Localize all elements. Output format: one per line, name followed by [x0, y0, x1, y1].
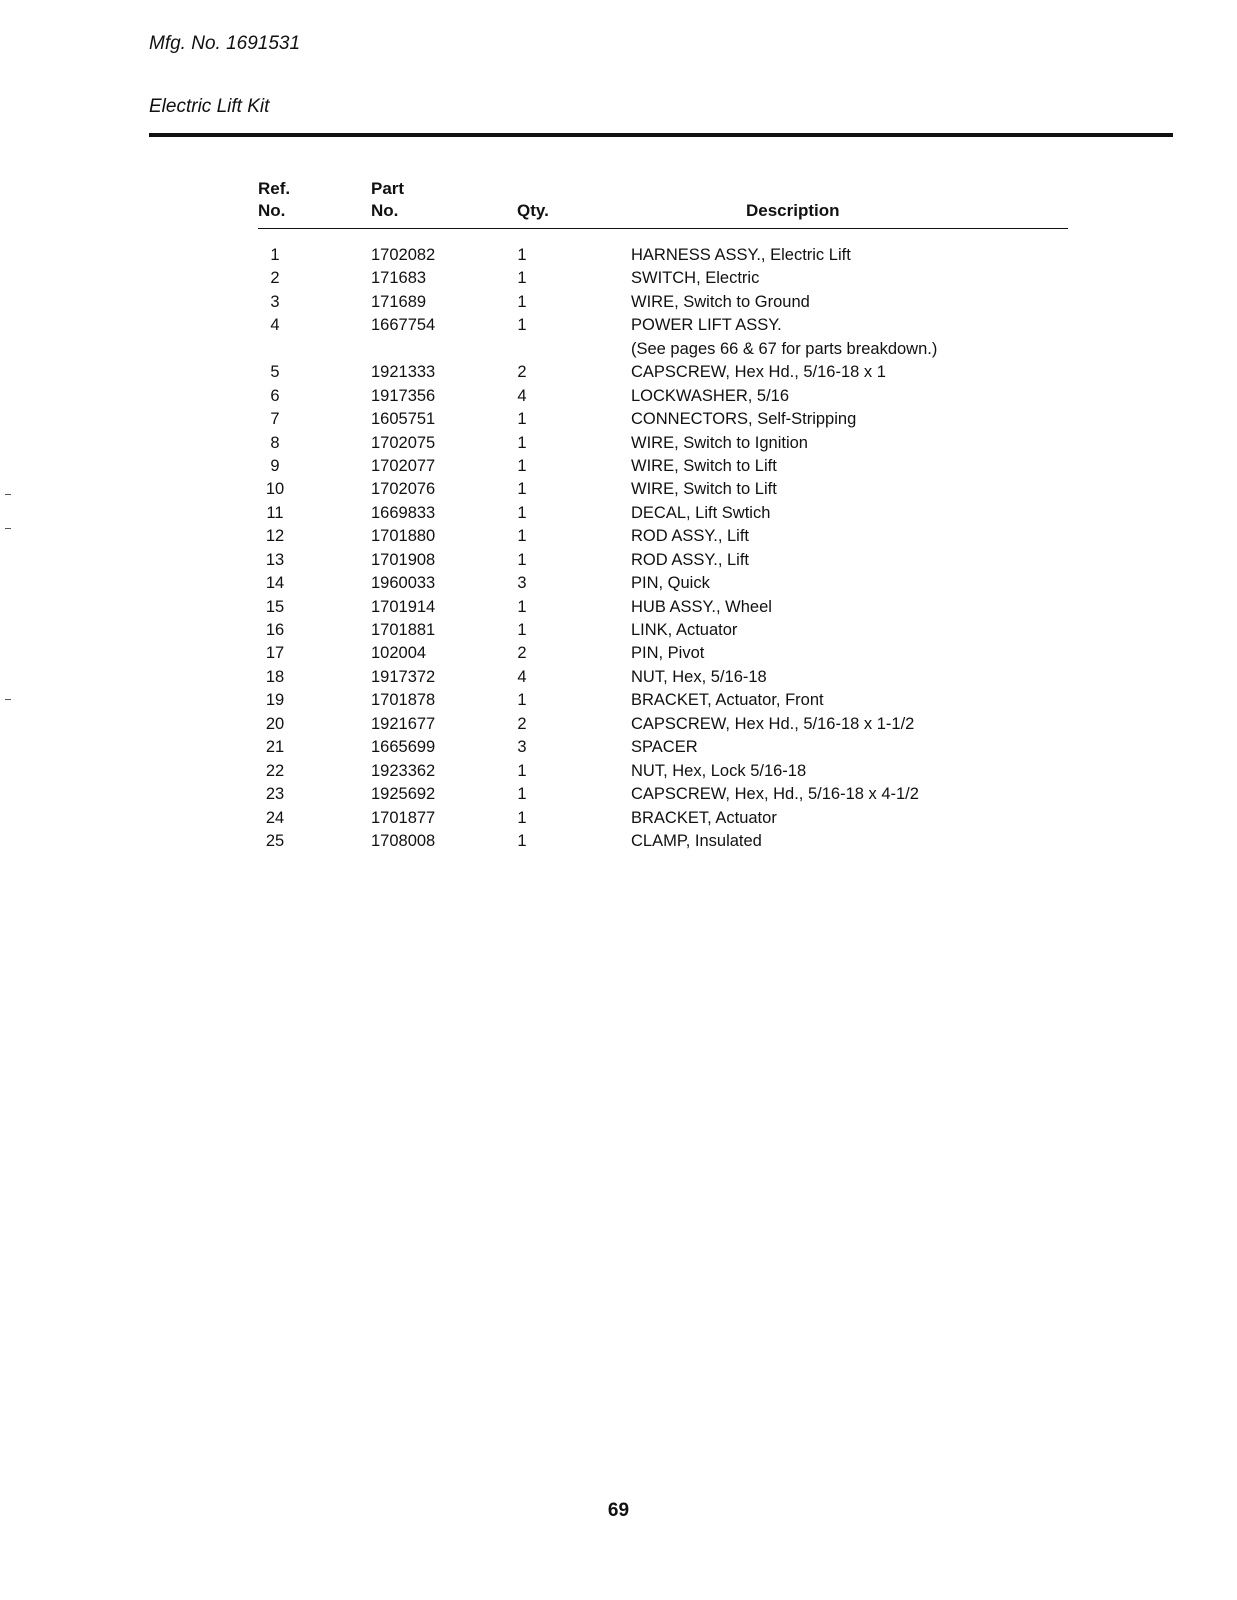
cell-ref-no: 6: [270, 386, 280, 405]
cell-qty: 1: [517, 808, 527, 827]
col-header-description: Description: [746, 201, 840, 220]
cell-description: LOCKWASHER, 5/16: [631, 386, 790, 405]
cell-qty: 2: [517, 714, 527, 733]
col-header-ref-line2: No.: [258, 201, 286, 220]
cell-ref-no: 3: [270, 292, 280, 311]
cell-part-no: 1917372: [371, 667, 436, 686]
cell-ref-no: 19: [265, 691, 285, 710]
margin-mark: [5, 528, 11, 529]
cell-ref-no: 25: [265, 831, 285, 850]
table-row: [258, 596, 1068, 619]
table-body: [258, 244, 1068, 853]
table-row: [258, 666, 1068, 689]
cell-part-no: 1925692: [371, 785, 436, 804]
cell-part-no: 1923362: [371, 761, 436, 780]
cell-ref-no: 7: [270, 410, 280, 429]
cell-part-no: 1701881: [371, 621, 436, 639]
page-number: 69: [607, 1500, 630, 1521]
cell-part-no: 1701880: [371, 527, 436, 546]
cell-qty: 1: [517, 527, 527, 546]
table-header-rule: [258, 228, 1068, 229]
cell-qty: 2: [517, 363, 527, 382]
table-row: [258, 408, 1068, 431]
table-row: [258, 432, 1068, 455]
col-header-part-line1: Part: [371, 179, 405, 198]
col-header-part-line2: No.: [371, 201, 399, 220]
col-header-part: [371, 178, 404, 222]
table-row: [258, 736, 1068, 759]
cell-ref-no: 21: [265, 738, 285, 757]
cell-part-no: 1701908: [371, 550, 436, 569]
table-row: [258, 314, 1068, 337]
cell-description: WIRE, Switch to Lift: [631, 456, 777, 475]
cell-qty: 3: [517, 738, 527, 757]
cell-description: CLAMP, Insulated: [631, 831, 762, 850]
cell-description: LINK, Actuator: [631, 621, 738, 639]
cell-qty: 2: [517, 644, 527, 663]
cell-ref-no: 2: [270, 269, 280, 288]
cell-description: WIRE, Switch to Lift: [631, 480, 777, 499]
cell-description: PIN, Pivot: [631, 644, 705, 663]
cell-part-no: 1708008: [371, 831, 436, 850]
cell-part-no: 1665699: [371, 738, 436, 757]
cell-part-no: 171689: [371, 292, 427, 311]
table-row: [258, 549, 1068, 572]
section-title: Electric Lift Kit: [149, 96, 270, 117]
cell-description: CAPSCREW, Hex Hd., 5/16-18 x 1: [631, 363, 886, 382]
cell-qty: 1: [517, 433, 527, 452]
cell-qty: 1: [517, 831, 527, 850]
table-row: [258, 572, 1068, 595]
cell-ref-no: 13: [265, 550, 285, 569]
cell-part-no: 1921677: [371, 714, 436, 733]
cell-qty: 1: [517, 597, 527, 616]
table-row: [258, 830, 1068, 853]
mfg-number: Mfg. No. 1691531: [149, 33, 301, 54]
cell-description: NUT, Hex, Lock 5/16-18: [631, 761, 807, 780]
cell-description: WIRE, Switch to Ignition: [631, 433, 808, 452]
cell-description: NUT, Hex, 5/16-18: [631, 667, 767, 686]
cell-description: WIRE, Switch to Ground: [631, 292, 810, 311]
cell-qty: 1: [517, 621, 527, 639]
table-row: [258, 502, 1068, 525]
cell-part-no: 102004: [371, 644, 427, 663]
table-row: [258, 267, 1068, 290]
cell-qty: 4: [517, 667, 527, 686]
cell-description: DECAL, Lift Swtich: [631, 503, 771, 522]
cell-ref-no: 8: [270, 433, 280, 452]
cell-ref-no: 1: [270, 246, 280, 264]
cell-part-no: 1605751: [371, 410, 436, 429]
table-row: [258, 713, 1068, 736]
cell-qty: 1: [517, 316, 527, 335]
cell-part-no: 1701878: [371, 691, 436, 710]
cell-part-no: 1701877: [371, 808, 436, 827]
table-row: [258, 619, 1068, 642]
cell-qty: 1: [517, 503, 527, 522]
cell-part-no: 1702075: [371, 433, 436, 452]
cell-description: HARNESS ASSY., Electric Lift: [631, 246, 851, 264]
cell-part-no: 1702076: [371, 480, 436, 499]
table-row: [258, 525, 1068, 548]
cell-part-no: 1702082: [371, 246, 436, 264]
cell-description: POWER LIFT ASSY.: [631, 316, 782, 335]
cell-part-no: 171683: [371, 269, 427, 288]
cell-part-no: 1917356: [371, 386, 436, 405]
cell-part-no: 1921333: [371, 363, 436, 382]
table-row: [258, 642, 1068, 665]
cell-description: CAPSCREW, Hex Hd., 5/16-18 x 1-1/2: [631, 714, 915, 733]
table-row: [258, 455, 1068, 478]
cell-qty: 4: [517, 386, 527, 405]
table-row: [258, 244, 1068, 267]
margin-mark: [5, 494, 11, 495]
cell-ref-no: 20: [265, 714, 285, 733]
table-row: [258, 689, 1068, 712]
cell-qty: 1: [517, 292, 527, 311]
table-row: [258, 783, 1068, 806]
cell-description: HUB ASSY., Wheel: [631, 597, 772, 616]
cell-qty: 1: [517, 691, 527, 710]
cell-description: CONNECTORS, Self-Stripping: [631, 410, 857, 429]
cell-ref-no: 16: [265, 621, 285, 639]
cell-part-no: 1960033: [371, 574, 436, 593]
cell-description: ROD ASSY., Lift: [631, 550, 749, 569]
table-row: [258, 760, 1068, 783]
cell-ref-no: 4: [270, 316, 280, 335]
col-header-ref: [258, 178, 290, 222]
cell-description: ROD ASSY., Lift: [631, 527, 749, 546]
cell-part-no: 1669833: [371, 503, 436, 522]
cell-ref-no: 14: [265, 574, 285, 593]
margin-mark: [5, 699, 11, 700]
cell-ref-no: 11: [266, 503, 284, 522]
cell-qty: 3: [517, 574, 527, 593]
cell-ref-no: 22: [265, 761, 285, 780]
cell-qty: 1: [517, 269, 527, 288]
cell-qty: 1: [517, 761, 527, 780]
cell-ref-no: 24: [265, 808, 285, 827]
cell-description: SWITCH, Electric: [631, 269, 760, 288]
cell-qty: 1: [517, 785, 527, 804]
col-header-ref-line1: Ref.: [258, 179, 291, 198]
table-row: [258, 338, 1068, 361]
cell-ref-no: 12: [265, 527, 285, 546]
cell-qty: 1: [517, 550, 527, 569]
cell-description: SPACER: [631, 738, 698, 757]
table-row: [258, 291, 1068, 314]
cell-ref-no: 5: [270, 363, 280, 382]
col-header-qty: Qty.: [517, 201, 549, 220]
cell-description: (See pages 66 & 67 for parts breakdown.): [631, 339, 938, 358]
cell-qty: 1: [517, 410, 527, 429]
cell-part-no: 1667754: [371, 316, 436, 335]
cell-ref-no: 17: [265, 644, 285, 663]
cell-ref-no: 23: [265, 785, 285, 804]
table-row: [258, 385, 1068, 408]
cell-ref-no: 15: [265, 597, 285, 616]
cell-qty: 1: [517, 480, 527, 499]
cell-qty: 1: [517, 456, 527, 475]
table-row: [258, 361, 1068, 384]
cell-description: PIN, Quick: [631, 574, 710, 593]
cell-description: BRACKET, Actuator: [631, 808, 777, 827]
cell-description: CAPSCREW, Hex, Hd., 5/16-18 x 4-1/2: [631, 785, 919, 804]
table-row: [258, 478, 1068, 501]
cell-ref-no: 18: [265, 667, 285, 686]
cell-part-no: 1702077: [371, 456, 436, 475]
header-rule: [149, 133, 1173, 137]
cell-ref-no: 10: [265, 480, 285, 499]
cell-qty: 1: [517, 246, 527, 264]
cell-description: BRACKET, Actuator, Front: [631, 691, 824, 710]
cell-ref-no: 9: [270, 456, 280, 475]
table-row: [258, 807, 1068, 830]
cell-part-no: 1701914: [371, 597, 436, 616]
